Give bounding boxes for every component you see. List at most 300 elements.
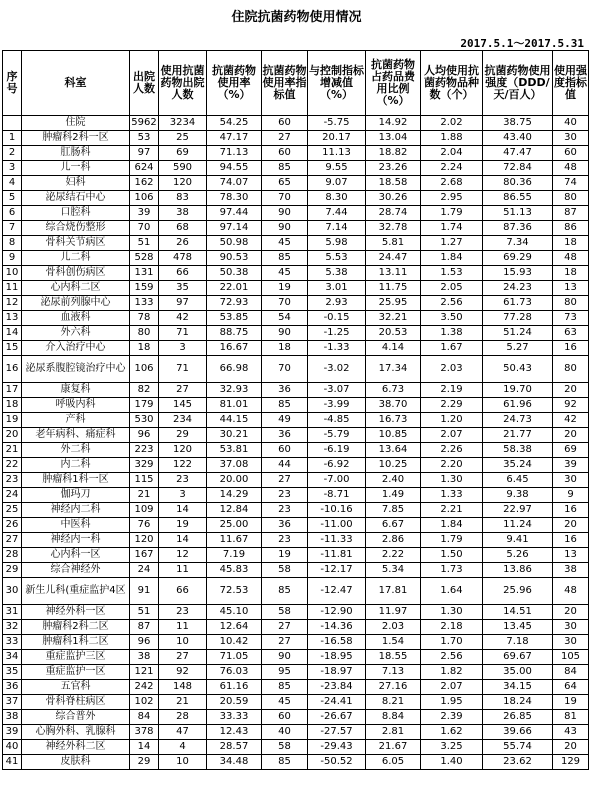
table-cell: 9.41 bbox=[483, 533, 553, 548]
table-cell: 23 bbox=[262, 503, 308, 518]
table-cell: 2 bbox=[3, 146, 22, 161]
table-cell: 72.93 bbox=[207, 296, 262, 311]
table-cell: 27 bbox=[3, 533, 22, 548]
table-row bbox=[3, 281, 589, 296]
table-cell: 47.17 bbox=[207, 131, 262, 146]
table-cell: 39 bbox=[130, 206, 159, 221]
table-cell: 2.03 bbox=[421, 356, 483, 383]
table-cell: 5.53 bbox=[308, 251, 366, 266]
table-cell: 13 bbox=[553, 281, 589, 296]
dept-cell: 神经外科二区 bbox=[22, 740, 130, 755]
table-cell: 1.95 bbox=[421, 695, 483, 710]
table-cell: 9 bbox=[3, 251, 22, 266]
table-cell: 2.81 bbox=[366, 725, 421, 740]
table-cell: 122 bbox=[159, 458, 207, 473]
table-row bbox=[3, 533, 589, 548]
table-cell: 66 bbox=[159, 578, 207, 605]
dept-cell: 神经内二科 bbox=[22, 503, 130, 518]
table-cell: 6.45 bbox=[483, 473, 553, 488]
table-cell: 85 bbox=[262, 398, 308, 413]
table-cell: 22.01 bbox=[207, 281, 262, 296]
table-cell: 68 bbox=[159, 221, 207, 236]
table-cell: 35 bbox=[159, 281, 207, 296]
table-cell: 74.07 bbox=[207, 176, 262, 191]
table-cell: 96 bbox=[130, 635, 159, 650]
dept-cell: 住院 bbox=[22, 116, 130, 131]
dept-cell: 新生儿科(重症监护4区 bbox=[22, 578, 130, 605]
table-row bbox=[3, 725, 589, 740]
table-cell: 16.67 bbox=[207, 341, 262, 356]
table-cell: 13 bbox=[3, 311, 22, 326]
table-cell: 37 bbox=[3, 695, 22, 710]
table-cell: 20 bbox=[553, 740, 589, 755]
table-cell: 85 bbox=[262, 578, 308, 605]
table-cell: 70 bbox=[130, 221, 159, 236]
table-cell: 1.64 bbox=[421, 578, 483, 605]
table-row bbox=[3, 458, 589, 473]
table-cell: 2.40 bbox=[366, 473, 421, 488]
table-cell: 4.14 bbox=[366, 341, 421, 356]
table-cell: 51.24 bbox=[483, 326, 553, 341]
table-cell: 85 bbox=[262, 251, 308, 266]
table-cell: 97.14 bbox=[207, 221, 262, 236]
dept-cell: 伽玛刀 bbox=[22, 488, 130, 503]
table-cell: 18 bbox=[553, 266, 589, 281]
table-cell: 78.30 bbox=[207, 191, 262, 206]
table-cell: 51 bbox=[130, 236, 159, 251]
table-cell: 11.67 bbox=[207, 533, 262, 548]
table-cell: 21 bbox=[130, 488, 159, 503]
table-cell: 2.56 bbox=[421, 296, 483, 311]
table-cell: 1.50 bbox=[421, 548, 483, 563]
table-cell: -12.47 bbox=[308, 578, 366, 605]
table-cell: 17.81 bbox=[366, 578, 421, 605]
table-cell: 2.07 bbox=[421, 428, 483, 443]
table-cell: 71.05 bbox=[207, 650, 262, 665]
table-cell: 80 bbox=[553, 296, 589, 311]
table-cell: 24 bbox=[130, 563, 159, 578]
table-cell: 72.53 bbox=[207, 578, 262, 605]
table-cell: 25 bbox=[159, 131, 207, 146]
table-cell: 121 bbox=[130, 665, 159, 680]
table-cell: 90 bbox=[262, 206, 308, 221]
table-cell: 49 bbox=[262, 413, 308, 428]
table-cell: 58 bbox=[262, 605, 308, 620]
table-cell: 53 bbox=[130, 131, 159, 146]
table-cell: 12 bbox=[3, 296, 22, 311]
table-cell: 329 bbox=[130, 458, 159, 473]
table-cell: 85 bbox=[262, 755, 308, 770]
table-cell: 1.79 bbox=[421, 206, 483, 221]
table-cell: -1.33 bbox=[308, 341, 366, 356]
header-cell: 抗菌药物使用率（%） bbox=[207, 51, 262, 116]
table-cell: 167 bbox=[130, 548, 159, 563]
table-cell: 2.20 bbox=[421, 458, 483, 473]
table-cell: 27 bbox=[262, 473, 308, 488]
table-cell: 25.00 bbox=[207, 518, 262, 533]
table-cell: 30 bbox=[553, 620, 589, 635]
table-cell: 81 bbox=[553, 710, 589, 725]
table-cell: -5.79 bbox=[308, 428, 366, 443]
table-row bbox=[3, 326, 589, 341]
table-cell: 24.23 bbox=[483, 281, 553, 296]
table-cell: 9.38 bbox=[483, 488, 553, 503]
table-row bbox=[3, 221, 589, 236]
table-cell: 18 bbox=[130, 341, 159, 356]
table-cell: 48 bbox=[553, 251, 589, 266]
table-cell: 55.74 bbox=[483, 740, 553, 755]
table-cell: 29 bbox=[3, 563, 22, 578]
table-cell: 3 bbox=[3, 161, 22, 176]
table-cell: 3.01 bbox=[308, 281, 366, 296]
table-cell: 45.10 bbox=[207, 605, 262, 620]
table-cell: 72.84 bbox=[483, 161, 553, 176]
table-cell: 28 bbox=[159, 710, 207, 725]
table-cell: 28 bbox=[3, 548, 22, 563]
table-cell: 51 bbox=[130, 605, 159, 620]
table-cell: 27 bbox=[159, 650, 207, 665]
table-cell: 36 bbox=[262, 383, 308, 398]
table-row bbox=[3, 710, 589, 725]
table-cell: 148 bbox=[159, 680, 207, 695]
table-cell: -50.52 bbox=[308, 755, 366, 770]
table-cell: -18.95 bbox=[308, 650, 366, 665]
table-cell: 7.13 bbox=[366, 665, 421, 680]
table-row bbox=[3, 755, 589, 770]
table-cell: -8.71 bbox=[308, 488, 366, 503]
table-cell: 1.79 bbox=[421, 533, 483, 548]
table-cell: 42 bbox=[553, 413, 589, 428]
table-cell: 2.07 bbox=[421, 680, 483, 695]
table-cell: 17 bbox=[3, 383, 22, 398]
header-cell: 抗菌药物使用率指标值 bbox=[262, 51, 308, 116]
table-cell: 86 bbox=[553, 221, 589, 236]
table-cell: 29 bbox=[159, 428, 207, 443]
dept-cell: 骨科脊柱病区 bbox=[22, 695, 130, 710]
table-cell: 3 bbox=[159, 488, 207, 503]
table-cell: 83 bbox=[159, 191, 207, 206]
table-cell: -3.02 bbox=[308, 356, 366, 383]
table-cell: 23.62 bbox=[483, 755, 553, 770]
table-cell: 1.30 bbox=[421, 473, 483, 488]
table-cell: 70 bbox=[262, 296, 308, 311]
table-cell: 76.03 bbox=[207, 665, 262, 680]
table-row bbox=[3, 740, 589, 755]
dept-cell: 血液科 bbox=[22, 311, 130, 326]
table-cell: -11.81 bbox=[308, 548, 366, 563]
table-row bbox=[3, 356, 589, 383]
table-cell: 5.27 bbox=[483, 341, 553, 356]
table-cell: 131 bbox=[130, 266, 159, 281]
table-cell: 69 bbox=[553, 443, 589, 458]
table-cell: 85 bbox=[262, 680, 308, 695]
table-cell: -4.85 bbox=[308, 413, 366, 428]
table-cell: 14.29 bbox=[207, 488, 262, 503]
table-row bbox=[3, 635, 589, 650]
table-cell: 1.88 bbox=[421, 131, 483, 146]
table-cell: 5.38 bbox=[308, 266, 366, 281]
table-row bbox=[3, 161, 589, 176]
table-cell: 159 bbox=[130, 281, 159, 296]
table-cell: 60 bbox=[262, 116, 308, 131]
table-cell: 87.36 bbox=[483, 221, 553, 236]
table-cell: 64 bbox=[553, 680, 589, 695]
table-cell: 21 bbox=[159, 695, 207, 710]
table-cell: 97.44 bbox=[207, 206, 262, 221]
table-cell: 528 bbox=[130, 251, 159, 266]
table-cell: 19 bbox=[262, 281, 308, 296]
dept-cell: 康复科 bbox=[22, 383, 130, 398]
table-cell: 36 bbox=[3, 680, 22, 695]
table-cell: 66.98 bbox=[207, 356, 262, 383]
table-row bbox=[3, 398, 589, 413]
table-row bbox=[3, 206, 589, 221]
table-cell: 27 bbox=[262, 620, 308, 635]
table-row bbox=[3, 503, 589, 518]
table-cell: 23 bbox=[262, 488, 308, 503]
table-cell: 24.73 bbox=[483, 413, 553, 428]
table-cell: 1.20 bbox=[421, 413, 483, 428]
table-cell: -6.92 bbox=[308, 458, 366, 473]
table-row bbox=[3, 383, 589, 398]
table-cell: 21 bbox=[3, 443, 22, 458]
dept-cell: 外六科 bbox=[22, 326, 130, 341]
dept-cell: 肛肠科 bbox=[22, 146, 130, 161]
table-cell: 1.73 bbox=[421, 563, 483, 578]
table-cell: 8 bbox=[3, 236, 22, 251]
table-cell: 13 bbox=[553, 548, 589, 563]
table-cell: 1.74 bbox=[421, 221, 483, 236]
dept-cell: 产科 bbox=[22, 413, 130, 428]
table-cell: 96 bbox=[130, 428, 159, 443]
table-cell: 2.02 bbox=[421, 116, 483, 131]
dept-cell: 呼吸内科 bbox=[22, 398, 130, 413]
table-cell: 50.38 bbox=[207, 266, 262, 281]
table-cell: 70 bbox=[262, 191, 308, 206]
table-cell: 39 bbox=[553, 458, 589, 473]
table-cell: 145 bbox=[159, 398, 207, 413]
table-cell: 71 bbox=[159, 356, 207, 383]
table-cell: 12 bbox=[159, 548, 207, 563]
table-cell: 4 bbox=[3, 176, 22, 191]
table-cell: 30 bbox=[553, 131, 589, 146]
table-cell: 44 bbox=[262, 458, 308, 473]
table-cell: 18 bbox=[553, 236, 589, 251]
table-cell: 120 bbox=[159, 443, 207, 458]
table-cell: 23.26 bbox=[366, 161, 421, 176]
table-cell: 20 bbox=[553, 383, 589, 398]
table-cell: 44.15 bbox=[207, 413, 262, 428]
header-cell: 与控制指标增减值（%） bbox=[308, 51, 366, 116]
dept-cell: 神经外科一区 bbox=[22, 605, 130, 620]
table-cell: -23.84 bbox=[308, 680, 366, 695]
table-cell: 16 bbox=[3, 356, 22, 383]
table-cell: 27 bbox=[262, 131, 308, 146]
table-cell: 85 bbox=[262, 161, 308, 176]
table-cell: 32.93 bbox=[207, 383, 262, 398]
table-cell: -12.17 bbox=[308, 563, 366, 578]
table-cell: 6.05 bbox=[366, 755, 421, 770]
table-cell: 15 bbox=[3, 341, 22, 356]
table-cell: 28.57 bbox=[207, 740, 262, 755]
table-cell: 32.21 bbox=[366, 311, 421, 326]
table-cell: 23 bbox=[159, 605, 207, 620]
table-row bbox=[3, 236, 589, 251]
table-cell: 58.38 bbox=[483, 443, 553, 458]
table-cell: 37.08 bbox=[207, 458, 262, 473]
table-cell: 1.62 bbox=[421, 725, 483, 740]
dept-cell: 皮肤科 bbox=[22, 755, 130, 770]
table-row bbox=[3, 578, 589, 605]
table-cell: 45 bbox=[262, 266, 308, 281]
table-cell: 40 bbox=[553, 116, 589, 131]
table-cell: 11 bbox=[3, 281, 22, 296]
table-cell: 2.05 bbox=[421, 281, 483, 296]
table-cell: 40 bbox=[262, 725, 308, 740]
table-cell: -5.75 bbox=[308, 116, 366, 131]
table-cell: 19 bbox=[159, 518, 207, 533]
table-cell: 7.14 bbox=[308, 221, 366, 236]
table-cell: 6.73 bbox=[366, 383, 421, 398]
table-cell: 8.21 bbox=[366, 695, 421, 710]
table-row bbox=[3, 341, 589, 356]
table-cell: 97 bbox=[159, 296, 207, 311]
table-cell: 2.29 bbox=[421, 398, 483, 413]
table-cell: 18.58 bbox=[366, 176, 421, 191]
table-cell: 10 bbox=[3, 266, 22, 281]
table-cell: 7.19 bbox=[207, 548, 262, 563]
table-cell: 23 bbox=[159, 473, 207, 488]
table-cell: 20.59 bbox=[207, 695, 262, 710]
table-cell: 2.95 bbox=[421, 191, 483, 206]
table-cell: 61.16 bbox=[207, 680, 262, 695]
table-cell: -24.41 bbox=[308, 695, 366, 710]
table-cell: 58 bbox=[262, 563, 308, 578]
dept-cell: 老年病科、痛症科 bbox=[22, 428, 130, 443]
table-cell: 26 bbox=[159, 236, 207, 251]
date-range: 2017.5.1～2017.5.31 bbox=[460, 37, 584, 50]
table-cell: 24.47 bbox=[366, 251, 421, 266]
table-cell: 35 bbox=[3, 665, 22, 680]
table-cell: 10 bbox=[159, 755, 207, 770]
table-cell: 5.81 bbox=[366, 236, 421, 251]
table-cell: 54.25 bbox=[207, 116, 262, 131]
table-row bbox=[3, 146, 589, 161]
table-cell: 1.53 bbox=[421, 266, 483, 281]
table-row bbox=[3, 563, 589, 578]
table-row bbox=[3, 488, 589, 503]
table-row bbox=[3, 428, 589, 443]
table-cell: 478 bbox=[159, 251, 207, 266]
table-cell: 48 bbox=[553, 578, 589, 605]
dept-cell: 重症监护一区 bbox=[22, 665, 130, 680]
table-cell: 86.55 bbox=[483, 191, 553, 206]
table-cell: 242 bbox=[130, 680, 159, 695]
table-cell: 88.75 bbox=[207, 326, 262, 341]
table-cell: 19 bbox=[3, 413, 22, 428]
table-cell: 1.40 bbox=[421, 755, 483, 770]
table-cell: 70 bbox=[262, 356, 308, 383]
table-cell: 36 bbox=[262, 518, 308, 533]
table-cell: 13.86 bbox=[483, 563, 553, 578]
table-cell: -10.16 bbox=[308, 503, 366, 518]
table-cell: 105 bbox=[553, 650, 589, 665]
table-cell: 87 bbox=[553, 206, 589, 221]
table-cell: 2.86 bbox=[366, 533, 421, 548]
dept-cell: 泌尿前列腺中心 bbox=[22, 296, 130, 311]
table-cell: 11 bbox=[159, 563, 207, 578]
table-cell: 2.22 bbox=[366, 548, 421, 563]
table-cell: 26 bbox=[3, 518, 22, 533]
table-cell: 80.36 bbox=[483, 176, 553, 191]
table-cell: 22 bbox=[3, 458, 22, 473]
dept-cell: 外二科 bbox=[22, 443, 130, 458]
dept-cell: 肿瘤科2科二区 bbox=[22, 620, 130, 635]
dept-cell: 泌尿结石中心 bbox=[22, 191, 130, 206]
table-cell: 60 bbox=[262, 443, 308, 458]
table-cell: 1.70 bbox=[421, 635, 483, 650]
table-cell: 2.26 bbox=[421, 443, 483, 458]
table-cell: 38 bbox=[553, 563, 589, 578]
table-cell: 16 bbox=[553, 503, 589, 518]
table-cell: 12.43 bbox=[207, 725, 262, 740]
table-cell: 14.92 bbox=[366, 116, 421, 131]
table-cell: 34 bbox=[3, 650, 22, 665]
table-cell: 90 bbox=[262, 326, 308, 341]
table-cell: 2.68 bbox=[421, 176, 483, 191]
table-cell: 18.82 bbox=[366, 146, 421, 161]
table-cell: 60 bbox=[262, 710, 308, 725]
table-cell: 35.00 bbox=[483, 665, 553, 680]
table-cell: 10.42 bbox=[207, 635, 262, 650]
table-cell: 30.21 bbox=[207, 428, 262, 443]
table-cell: 30.26 bbox=[366, 191, 421, 206]
table-cell: 63 bbox=[553, 326, 589, 341]
dept-cell: 心内科一区 bbox=[22, 548, 130, 563]
table-cell: 12.84 bbox=[207, 503, 262, 518]
table-row bbox=[3, 665, 589, 680]
table-cell: 24 bbox=[3, 488, 22, 503]
table-cell: 530 bbox=[130, 413, 159, 428]
table-cell: 5.34 bbox=[366, 563, 421, 578]
table-cell: 9.07 bbox=[308, 176, 366, 191]
table-cell: 624 bbox=[130, 161, 159, 176]
dept-cell: 中医科 bbox=[22, 518, 130, 533]
table-cell: 17.34 bbox=[366, 356, 421, 383]
table-cell: 9.55 bbox=[308, 161, 366, 176]
table-cell: 43.40 bbox=[483, 131, 553, 146]
table-cell: 3.50 bbox=[421, 311, 483, 326]
table-cell: 95 bbox=[262, 665, 308, 680]
table-cell: 106 bbox=[130, 356, 159, 383]
dept-cell: 五官科 bbox=[22, 680, 130, 695]
table-cell: 26.85 bbox=[483, 710, 553, 725]
header-cell: 使用抗菌药物出院人数 bbox=[159, 51, 207, 116]
table-cell: 20 bbox=[553, 428, 589, 443]
table-cell: 38 bbox=[130, 650, 159, 665]
dept-cell: 重症监护三区 bbox=[22, 650, 130, 665]
table-cell: 10 bbox=[159, 635, 207, 650]
table-cell: 162 bbox=[130, 176, 159, 191]
table-cell: 13.04 bbox=[366, 131, 421, 146]
table-cell: 6 bbox=[3, 206, 22, 221]
dept-cell: 心内科二区 bbox=[22, 281, 130, 296]
table-cell: 69.29 bbox=[483, 251, 553, 266]
table-cell bbox=[3, 116, 22, 131]
table-cell: 378 bbox=[130, 725, 159, 740]
table-cell: 30 bbox=[553, 635, 589, 650]
table-cell: 33.33 bbox=[207, 710, 262, 725]
